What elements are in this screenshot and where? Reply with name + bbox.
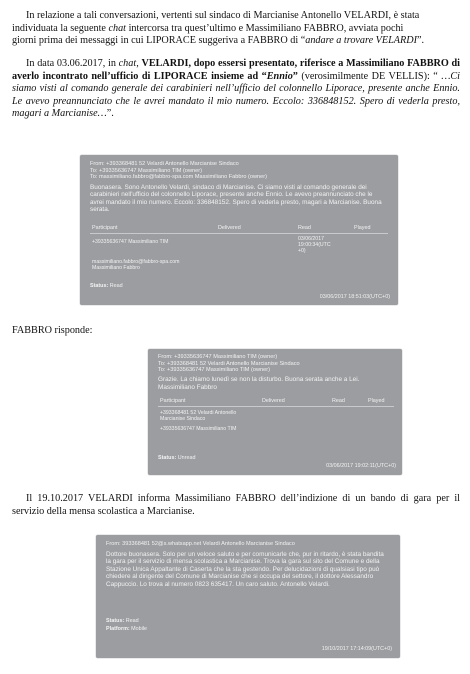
column-played: Played [354,225,371,231]
status-label: Status: [158,455,177,461]
date-text-a: In data 03.06.2017, in [26,58,119,69]
participant-1: +393368481 52 Velardi Antonello [160,410,237,416]
column-read: Read [298,225,311,231]
column-played: Played [368,398,385,404]
date-text-f: Ennio [266,70,293,82]
column-read: Read [332,398,345,404]
message-status [158,455,195,461]
message-body: Buonasera. Sono Antonello Velardi, sindaco di Marcianise. Ci siamo visti al comando generale dei carabinieri nell'ufficio del colonnello Liporace, presente anche Ennio. Le avevo preannunciato che le avrei mandato il mio numero. Eccolo: 336848152. Spero di vederla presto, magari a Marcianise. Buona serata. [90,184,382,214]
chat-message-box-1 [80,155,398,305]
message-timestamp: 19/10/2017 17:14:09(UTC+0) [321,646,392,652]
table-divider [90,233,388,234]
message-platform [106,626,147,632]
message-status [90,283,123,289]
date-text-e: FABBRO di averlo incontrato nell’ufficio di LIPORACE insieme ad “ [12,58,461,82]
participant-2: +39335636747 Massimiliano TIM [160,426,237,432]
intro-line-3b: andare a trovare VELARDI [305,35,417,47]
message-timestamp: 03/06/2017 18:51:03(UTC+0) [319,294,390,300]
date-text-g: ” [292,70,298,82]
intro-line-2c: intercorsa tra quest’ultimo e Massimiliano FABBRO, avviata pochi [126,22,404,34]
date-text-i: DE VELLIS): “ [371,70,442,82]
message-status [106,618,139,624]
date-text-m: ”. [106,108,114,120]
column-participant: Participant [92,225,118,231]
intro-paragraph [12,10,460,48]
participant-1-read-tz: +0) [298,248,306,254]
participant-1: +39335636747 Massimiliano TIM [92,239,169,245]
participant-1-name: Marcianise Sindaco [160,416,206,422]
platform-label: Platform: [106,626,130,632]
participant-2: massimiliano.fabbro@fabbro-spa.com [92,259,180,265]
date-paragraph [12,58,460,121]
october-line-1: Il 19.10.2017 VELARDI informa Massimiliano FABBRO dell’indizione di un bando di gara per il [26,493,460,504]
date-text-c: , [136,58,142,69]
intro-line-1: In relazione a tali conversazioni, vertenti sul sindaco di Marcianise Antonello VELARDI, è stata [26,10,420,21]
intro-line-2a: individuata la seguente [12,22,109,34]
message-to-1: To: +393368481 52 Velardi Antonello Marcianise Sindaco [158,360,300,367]
message-body-line-1: Grazie. La chiamo lunedì se non la disturbo. Buona serata anche a Lei. [158,376,360,383]
message-timestamp: 03/06/2017 19:02:11(UTC+0) [326,463,396,469]
message-body-line-2: Massimiliano Fabbro [158,383,217,391]
column-delivered: Delivered [262,398,285,404]
message-from: From: +393368481 52 Velardi Antonello Marcianise Sindaco [90,161,239,167]
status-value: Read [109,283,123,289]
message-from: From: 393368481 52@s.whatsapp.net Velardi Antonello Marcianise Sindaco [106,541,295,547]
column-participant: Participant [160,398,186,404]
intro-line-2b: chat [108,22,127,34]
october-paragraph [12,493,460,518]
message-from: From: +39335636747 Massimiliano TIM (owner) [158,354,278,360]
chat-message-box-2 [148,349,402,475]
participant-1-read-date: 03/06/2017 [298,236,324,242]
date-text-b: chat [118,58,137,69]
date-text-l: Eccolo: 336848152. Spero di vederla presto, magari a Marcianise… [12,95,460,120]
message-to-2: To: massimiliano.fabbro@fabbro-spa.com Massimiliano Fabbro (owner) [90,174,267,180]
date-text-k: Liporace, presente anche Ennio. Le avevo preannunciato che le avrei mandato il mio numero. [12,83,460,107]
status-value: Unread [177,455,196,461]
intro-line-3c: ”. [417,35,425,47]
platform-value: Mobile [131,626,148,632]
chat-message-box-3 [96,535,400,658]
status-value: Read [125,618,139,624]
fabbro-label: FABBRO risponde: [12,325,93,336]
october-line-2: servizio della mensa scolastica a Marcianise. [12,505,195,517]
table-divider [158,406,394,407]
date-text-h: (verosimilmente [297,70,369,82]
message-to-1: To: +39335636747 Massimiliano TIM (owner) [90,167,202,174]
participant-1-read-time: 19:00:34(UTC [298,242,331,248]
message-body: Dottore buonasera. Solo per un veloce saluto e per comunicarle che, pur in ritardo, è stata bandita la gara per il servizio di mensa scolastica a Marcianise. Trova la gara sul sito del Comune e della Stazione Unica Appaltante di Caserta che la sta gestendo. Per delucidazioni di qualsiasi tipo può chiedere al dirigente del Comune di Marcianise che si occupa del settore, il dottore Alessandro Cappuccio. Lo trova al numero 0823 635417. Un caro saluto. Antonello Velardi. [106,551,384,588]
message-to-2: To: +39335636747 Massimiliano TIM (owner) [158,367,270,373]
status-label: Status: [90,283,109,289]
date-text-j: …Ci siamo visti al comando generale dei carabinieri nell’ufficio del colonnello [12,70,460,95]
column-delivered: Delivered [218,225,241,231]
status-label: Status: [106,618,125,624]
participant-2-name: Massimiliano Fabbro [92,265,140,271]
intro-line-3a: giorni prima dei messaggi in cui LIPORACE suggeriva a FABBRO di “ [12,35,306,47]
date-text-d: VELARDI, dopo essersi presentato, riferisce a Massimiliano [141,58,405,69]
